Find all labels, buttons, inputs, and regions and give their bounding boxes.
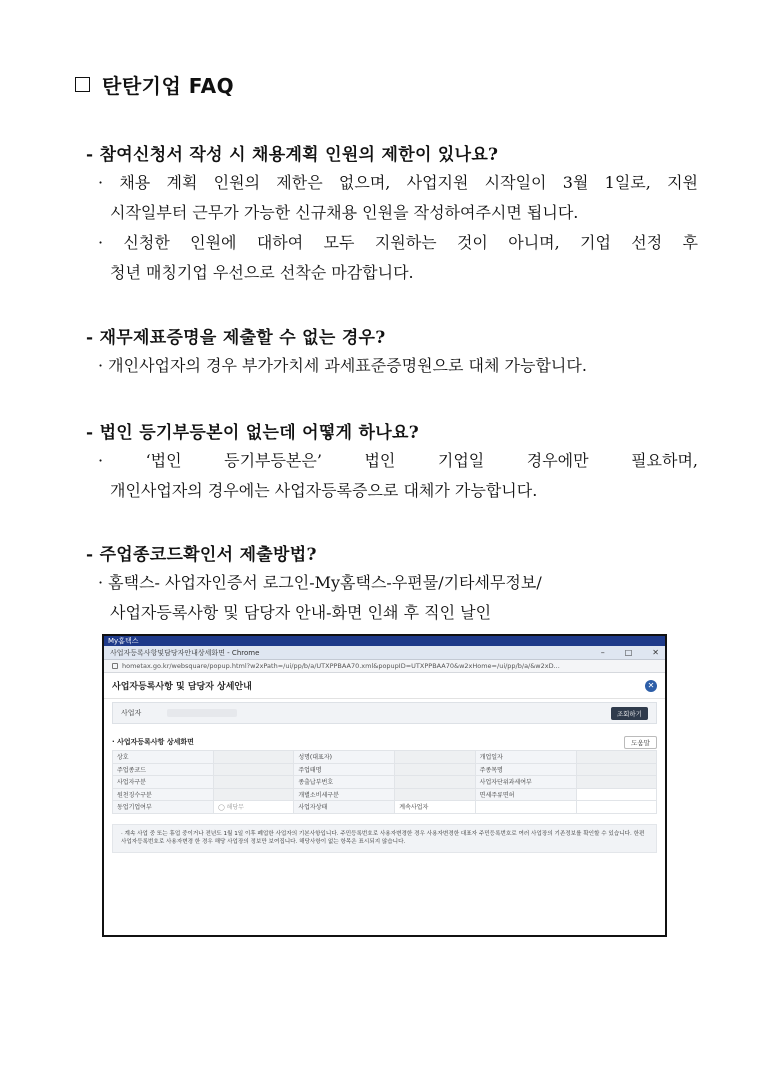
faq-question-1: - 참여신청서 작성 시 채용계획 인원의 제한이 있나요? (86, 145, 499, 165)
table-row (113, 801, 657, 814)
table-label: 사업자구분 (113, 776, 214, 789)
search-row (112, 702, 657, 724)
checkbox-square-icon (75, 77, 90, 92)
minimize-button[interactable]: – (600, 648, 605, 657)
table-row (113, 751, 657, 764)
url-text: hometax.go.kr/websquare/popup.html?w2xPath=/ui/pp/b/a/UTXPPBAA70.xml&popupID=UTXPPBAA70&w2xHome=/ui/pp/b/a/&w2xD... (122, 662, 560, 670)
document-title (75, 70, 234, 99)
table-label: 원천징수구분 (113, 788, 214, 801)
table-label: 면세주류면허 (475, 788, 576, 801)
table-value (395, 776, 475, 789)
faq-question-3: - 법인 등기부등본이 없는데 어떻게 하나요? (86, 423, 419, 443)
faq-question-4: - 주업종코드확인서 제출방법? (86, 545, 317, 565)
table-value (213, 788, 293, 801)
table-label: 주업태명 (294, 763, 395, 776)
faq-answer-4 (98, 568, 698, 628)
table-label: 개별소비세구분 (294, 788, 395, 801)
answer-line: · 개인사업자의 경우 부가가치세 과세표준증명원으로 대체 가능합니다. (98, 356, 587, 375)
search-input[interactable] (167, 709, 237, 717)
table-label: 성명(대표자) (294, 751, 395, 764)
lock-icon (112, 663, 118, 669)
answer-line: · 신청한 인원에 대하여 모두 지원하는 것이 아니며, 기업 선정 후 (98, 233, 698, 252)
faq-answer-3 (98, 446, 698, 506)
address-bar[interactable] (104, 660, 665, 673)
answer-line: · 채용 계획 인원의 제한은 없으며, 사업지원 시작일이 3월 1일로, 지원 (98, 173, 698, 192)
document-title-text: 탄탄기업 FAQ (102, 74, 235, 98)
answer-line: · 홈택스- 사업자인증서 로그인-My홈택스-우편물/기타세무정보/ (98, 573, 542, 592)
table-value: 계속사업자 (395, 801, 475, 814)
table-value (475, 801, 576, 814)
table-value (213, 751, 293, 764)
answer-line: 개인사업자의 경우에는 사업자등록증으로 대체가 가능합니다. (110, 481, 538, 500)
registration-table (112, 750, 657, 814)
answer-line: · ‘법인 등기부등본은’ 법인 기업일 경우에만 필요하며, (98, 451, 698, 470)
answer-line: 사업자등록사항 및 담당자 안내-화면 인쇄 후 직인 날인 (110, 603, 492, 622)
hometax-screenshot (102, 634, 667, 937)
taskbar: My홈택스 (104, 636, 665, 646)
table-label: 주종목명 (475, 763, 576, 776)
close-icon[interactable]: ✕ (645, 680, 657, 692)
table-label: 종출납부번호 (294, 776, 395, 789)
table-value (576, 801, 656, 814)
table-label: 상호 (113, 751, 214, 764)
table-row (113, 763, 657, 776)
search-label: 사업자 (121, 709, 142, 717)
popup-body (112, 702, 657, 927)
table-value (395, 763, 475, 776)
help-button[interactable]: 도움말 (624, 736, 657, 749)
answer-line: 청년 매칭기업 우선으로 선착순 마감합니다. (110, 263, 414, 282)
table-value (213, 776, 293, 789)
faq-question-2: - 재무제표증명을 제출할 수 없는 경우? (86, 328, 386, 348)
table-value (576, 751, 656, 764)
window-close-button[interactable]: ✕ (652, 648, 659, 657)
search-button[interactable]: 조회하기 (611, 707, 648, 720)
section-title: · 사업자등록사항 상세화면 (112, 738, 194, 746)
popup-title: 사업자등록사항 및 담당자 상세안내 (112, 682, 252, 692)
table-value (576, 788, 656, 801)
table-value (395, 788, 475, 801)
table-value (395, 751, 475, 764)
table-label: 주업종코드 (113, 763, 214, 776)
table-value (576, 763, 656, 776)
section-header (112, 736, 657, 748)
popup-header (104, 673, 665, 699)
answer-line: 시작일부터 근무가 가능한 신규채용 인원을 작성하여주시면 됩니다. (110, 203, 579, 222)
table-label: 사업자상태 (294, 801, 395, 814)
table-label: 동업기업여부 (113, 801, 214, 814)
table-label: 사업자단위과세여부 (475, 776, 576, 789)
window-title: 사업자등록사항및담당자안내상세화면 - Chrome (110, 648, 260, 657)
table-value (213, 763, 293, 776)
table-row (113, 776, 657, 789)
notice-box: · 계속 사업 중 또는 휴업 중이거나 전년도 1월 1일 이후 폐업한 사업자의 기본사항입니다. 주민등록번호로 사용자변경한 경우 사용자변경한 대표자 주민등록번호로 여러 사업장의 기존정보를 확인할 수 있습니다. 한편 사업자등록번호로 사용자변경 한 경우 해당 사업장의 정보만 보여집니다. 해당사항이 없는 항목은 표시되지 않습니다. (112, 824, 657, 853)
table-value (576, 776, 656, 789)
table-label: 개업일자 (475, 751, 576, 764)
faq-answer-1 (98, 168, 698, 288)
table-row (113, 788, 657, 801)
browser-titlebar (104, 646, 665, 660)
table-value: ◯ 해당무 (213, 801, 293, 814)
faq-answer-2 (98, 351, 698, 381)
maximize-button[interactable]: □ (624, 648, 633, 657)
